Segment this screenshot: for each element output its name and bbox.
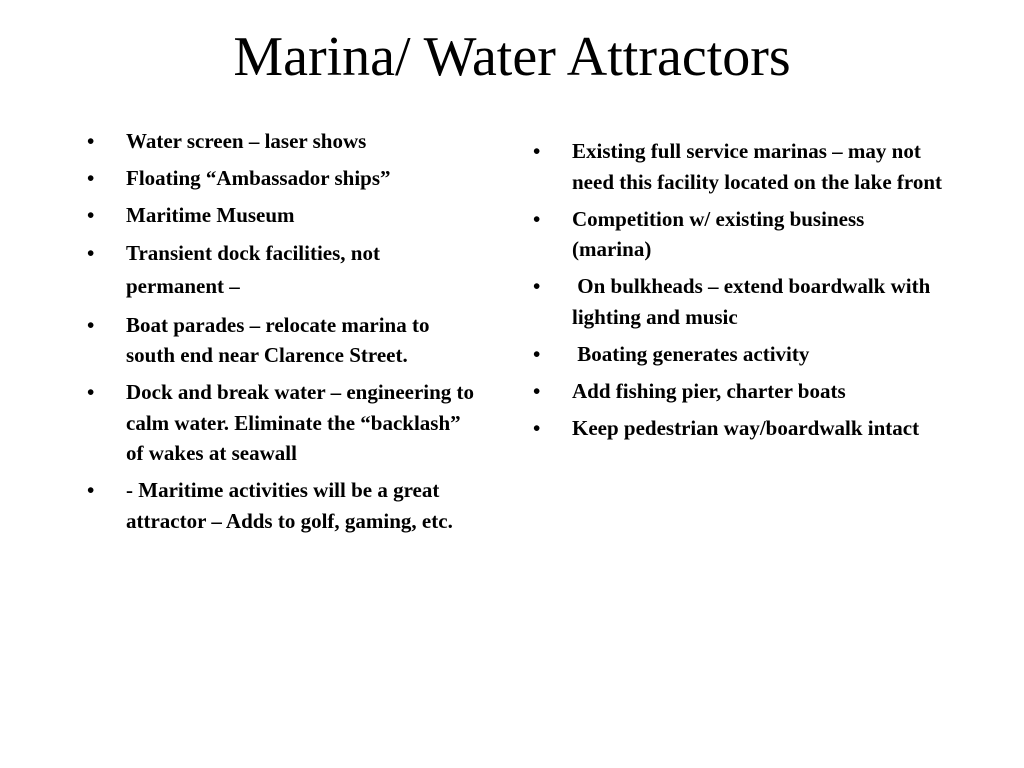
bullet-text: Transient dock facilities, not permanent –	[126, 241, 380, 298]
bullet-text: On bulkheads – extend boardwalk with lighting and music	[572, 274, 936, 329]
bullet-dot-icon: •	[87, 166, 95, 190]
bullet-text: Maritime Museum	[126, 203, 295, 227]
bullet-dot-icon: •	[87, 241, 95, 265]
bullet-dot-icon: •	[87, 129, 95, 153]
right-bullet-list	[530, 136, 946, 450]
bullet-text: Boating generates activity	[572, 341, 810, 366]
bullet-text: Keep pedestrian way/boardwalk intact	[572, 415, 920, 440]
bullet-text: Floating “Ambassador ships”	[126, 166, 391, 190]
bullet-text: Boat parades – relocate marina to south end near Clarence Street.	[126, 312, 430, 367]
right-bullet-item	[530, 339, 946, 370]
bullet-text: Competition w/ existing business (marina)	[572, 206, 865, 261]
left-bullet-item	[84, 126, 476, 157]
bullet-dot-icon: •	[87, 312, 95, 337]
bullet-text: Water screen – laser shows	[126, 129, 367, 153]
left-bullet-item	[84, 310, 476, 371]
bullet-text: - Maritime activities will be a great attractor – Adds to golf, gaming, etc.	[126, 478, 453, 533]
slide-title: Marina/ Water Attractors	[233, 26, 791, 88]
bullet-dot-icon: •	[533, 206, 541, 231]
right-bullet-item	[530, 204, 946, 265]
bullet-text: Add fishing pier, charter boats	[572, 378, 846, 403]
left-bullet-list	[84, 126, 476, 543]
bullet-text: Existing full service marinas – may not need this facility located on the lake front	[572, 139, 943, 194]
right-bullet-item	[530, 136, 946, 197]
bullet-dot-icon: •	[533, 139, 541, 163]
bullet-dot-icon: •	[533, 415, 541, 440]
left-bullet-item	[84, 377, 476, 469]
bullet-dot-icon: •	[533, 274, 541, 298]
bullet-dot-icon: •	[87, 380, 95, 404]
left-bullet-item	[84, 200, 476, 231]
bullet-text: Dock and break water – engineering to calm water. Eliminate the “backlash” of wakes at seawall	[126, 380, 475, 465]
right-bullet-item	[530, 413, 946, 444]
right-bullet-item	[530, 376, 946, 407]
bullet-dot-icon: •	[87, 203, 95, 227]
left-bullet-item	[84, 163, 476, 194]
bullet-dot-icon: •	[533, 341, 541, 366]
bullet-dot-icon: •	[87, 478, 95, 502]
left-bullet-item	[84, 237, 476, 303]
left-bullet-item	[84, 475, 476, 536]
right-bullet-item	[530, 271, 946, 332]
bullet-dot-icon: •	[533, 378, 541, 403]
